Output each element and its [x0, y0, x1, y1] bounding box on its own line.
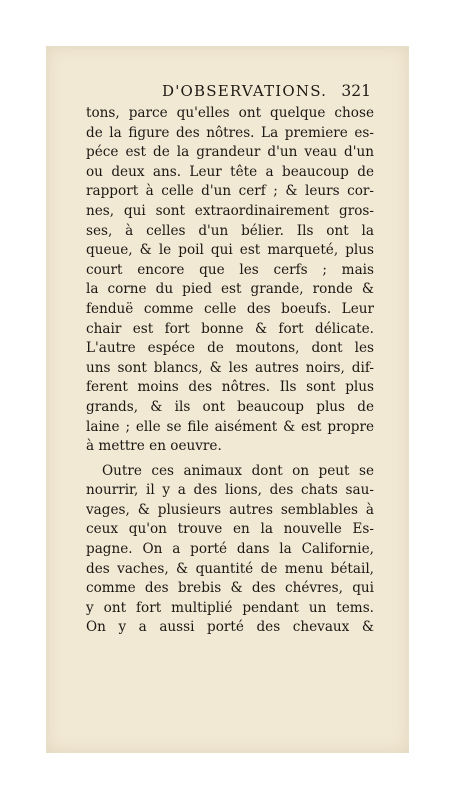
- page-number: 321: [341, 82, 371, 100]
- text-line: nourrir, il y a des lions, des chats sau-: [86, 482, 374, 499]
- book-page: [46, 46, 409, 753]
- text-line: y ont fort multiplié pendant un tems.: [86, 599, 374, 616]
- text-line: ou deux ans. Leur tête a beaucoup de: [86, 163, 374, 180]
- text-line: la corne du pied est grande, ronde &: [86, 281, 374, 298]
- text-line: ceux qu'on trouve en la nouvelle Es-: [86, 521, 374, 538]
- page-header: [46, 82, 409, 104]
- text-line: comme des brebis & des chévres, qui: [86, 580, 374, 597]
- body-text: [86, 104, 374, 638]
- text-line: de la figure des nôtres. La premiere es-: [86, 124, 374, 141]
- text-line: chair est fort bonne & fort délicate.: [86, 320, 374, 337]
- text-line: grands, & ils ont beaucoup plus de: [86, 398, 374, 415]
- text-line: laine ; elle se file aisément & est propre: [86, 418, 374, 435]
- paragraph: [86, 104, 374, 457]
- text-line: queue, & le poil qui est marqueté, plus: [86, 242, 374, 259]
- text-line: vages, & plusieurs autres semblables à: [86, 501, 374, 518]
- text-line: Outre ces animaux dont on peut se: [102, 462, 374, 479]
- text-line: des vaches, & quantité de menu bétail,: [86, 560, 374, 577]
- running-head: D'OBSERVATIONS.: [162, 82, 328, 100]
- text-line: nes, qui sont extraordinairement gros-: [86, 202, 374, 219]
- text-line: uns sont blancs, & les autres noirs, dif-: [86, 359, 374, 376]
- paragraph: [86, 462, 374, 638]
- text-line: tons, parce qu'elles ont quelque chose: [86, 105, 374, 121]
- text-line: court encore que les cerfs ; mais: [86, 261, 374, 278]
- text-line: ses, à celles d'un bélier. Ils ont la: [86, 222, 374, 239]
- text-line: pagne. On a porté dans la Californie,: [86, 541, 374, 558]
- text-line: à mettre en oeuvre.: [86, 438, 222, 455]
- text-line: péce est de la grandeur d'un veau d'un: [86, 144, 374, 161]
- text-line: rapport à celle d'un cerf ; & leurs cor-: [86, 183, 374, 200]
- text-line: L'autre espéce de moutons, dont les: [86, 340, 374, 357]
- text-line: On y a aussi porté des chevaux &: [86, 619, 374, 636]
- text-line: fenduë comme celle des boeufs. Leur: [86, 300, 374, 317]
- text-line: ferent moins des nôtres. Ils sont plus: [86, 379, 374, 396]
